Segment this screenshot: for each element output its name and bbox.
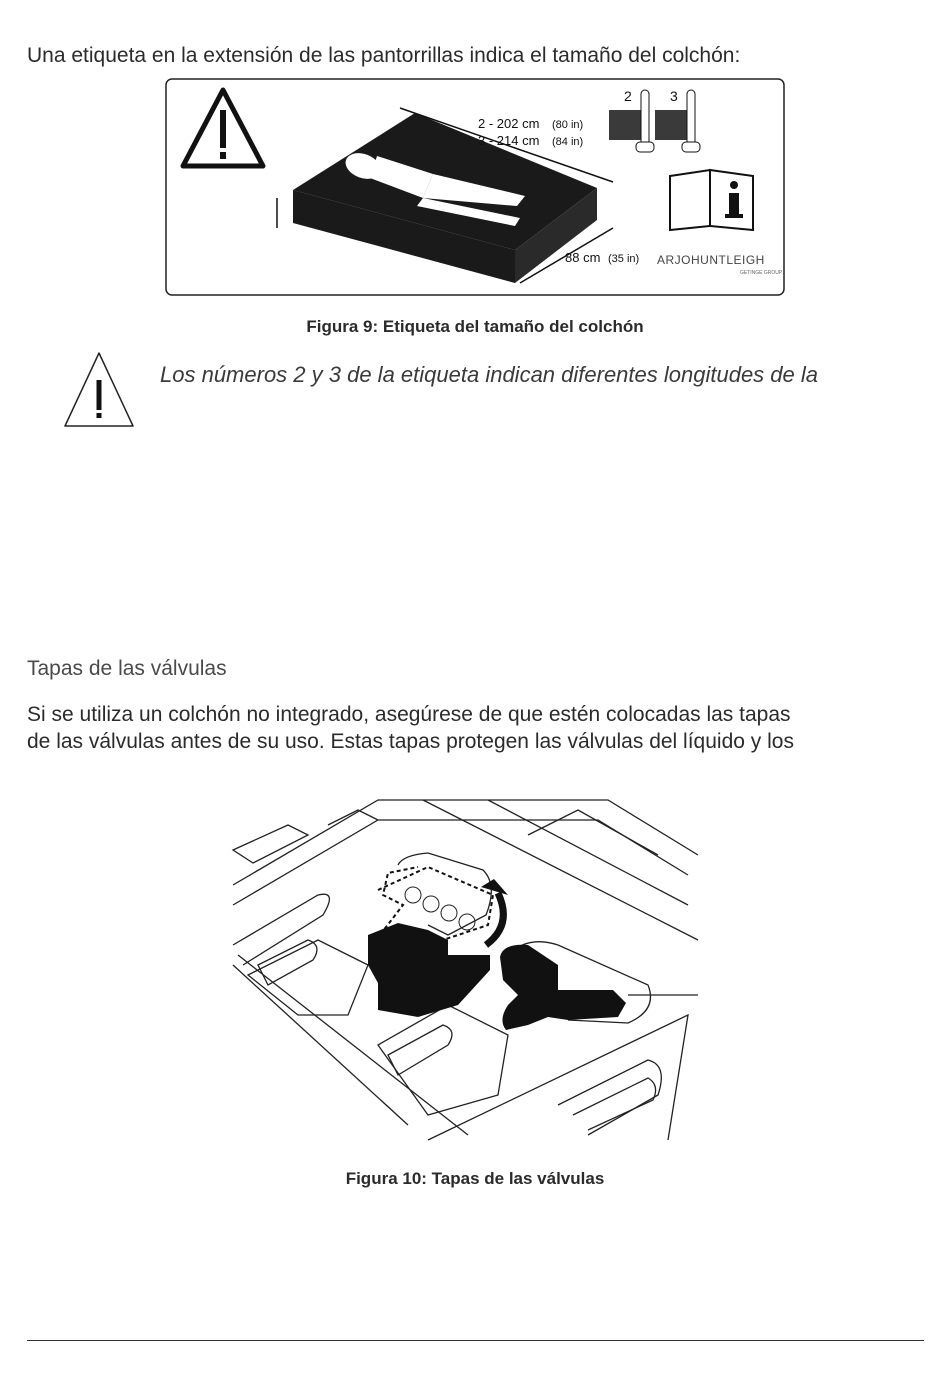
width-label: 88 cm bbox=[565, 250, 601, 265]
length-label-2-in: (84 in) bbox=[552, 136, 584, 148]
section-paragraph bbox=[27, 701, 907, 755]
figure-10-caption: Figura 10: Tapas de las válvulas bbox=[345, 1169, 605, 1188]
length-label-1: 2 - 202 cm bbox=[478, 116, 540, 131]
length-label-1-in: (80 in) bbox=[552, 119, 584, 131]
brand-logo: ARJOHUNTLEIGH bbox=[657, 253, 765, 267]
length-label-2: 3 - 214 cm bbox=[478, 133, 540, 148]
brand-sub: GETINGE GROUP bbox=[740, 270, 783, 276]
figure-9-caption: Figura 9: Etiqueta del tamaño del colchón bbox=[306, 317, 644, 336]
info-manual-icon bbox=[670, 170, 753, 230]
valve-caps-figure bbox=[228, 795, 703, 1145]
warning-text: Los números 2 y 3 de la etiqueta indican diferentes longitudes de la bbox=[160, 362, 818, 387]
marker-2-label: 2 bbox=[624, 88, 632, 104]
warning-icon bbox=[63, 350, 135, 430]
marker-3-label: 3 bbox=[670, 88, 678, 104]
paragraph-line: de las válvulas antes de su uso. Estas tapas protegen las válvulas del líquido y los bbox=[27, 730, 794, 753]
paragraph-line: Si se utiliza un colchón no integrado, asegúrese de que estén colocadas las tapas bbox=[27, 703, 791, 726]
footer-rule bbox=[27, 1340, 924, 1341]
mattress-size-label-figure bbox=[165, 78, 785, 296]
intro-text: Una etiqueta en la extensión de las pantorrillas indica el tamaño del colchón: bbox=[27, 44, 741, 67]
width-label-in: (35 in) bbox=[608, 253, 640, 265]
section-heading: Tapas de las válvulas bbox=[27, 657, 227, 680]
